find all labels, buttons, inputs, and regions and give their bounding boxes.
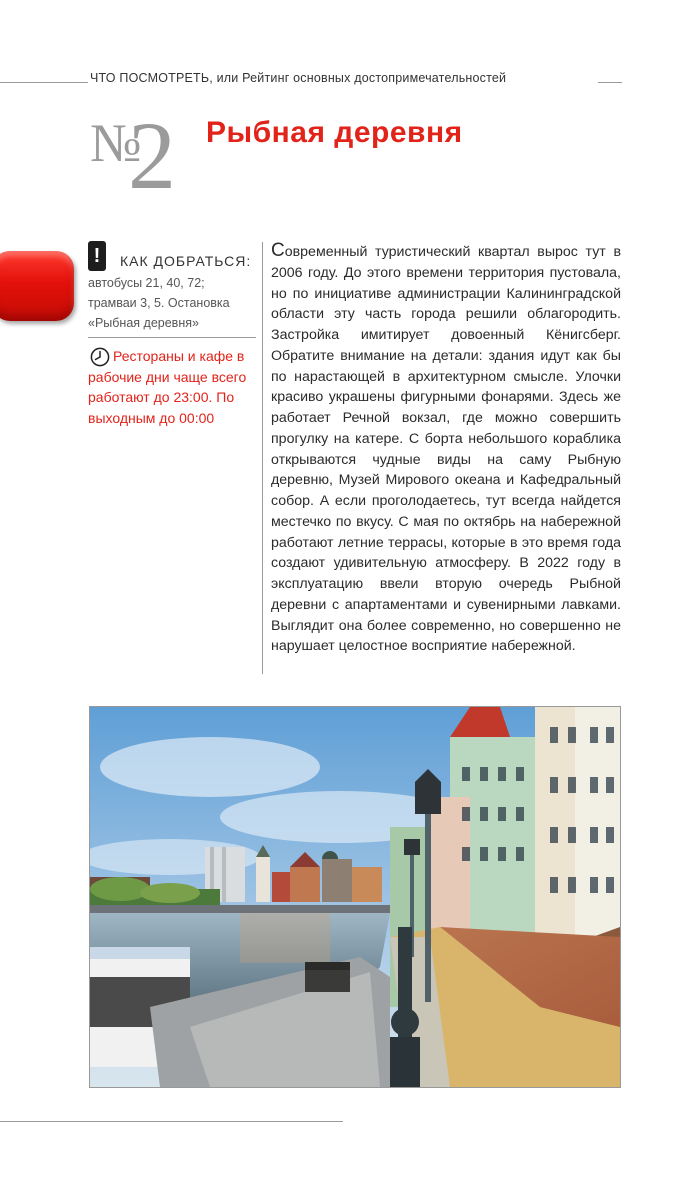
footer-rule [0, 1121, 343, 1122]
red-tab-marker [0, 251, 74, 321]
article-dropcap: С [271, 240, 285, 261]
column-divider [262, 242, 263, 674]
running-head: ЧТО ПОСМОТРЕТЬ, или Рейтинг основных достопримечательностей [90, 71, 507, 85]
opening-hours-text: Рестораны и кафе в рабочие дни чаще всего работают до 23:00. По выходным до 00:00 [88, 348, 247, 426]
how-to-get-text: автобусы 21, 40, 72; трамваи 3, 5. Остановка «Рыбная деревня» [88, 276, 230, 330]
header-rule-right [598, 82, 622, 83]
opening-hours [88, 346, 284, 428]
article-body [271, 241, 621, 657]
photo-illustration [90, 707, 620, 1087]
how-to-get-title: КАК ДОБРАТЬСЯ: [120, 253, 252, 269]
embankment-photo [89, 706, 621, 1088]
article-text: овременный туристический квартал вырос тут в 2006 году. До этого времени территория пустовала, но по инициативе администрации Калининградской области эту часть города решили облагородить. Застройка имитирует довоенный Кёнигсберг. Обратите внимание на детали: здания идут как бы по нарастающей в архитектурном смысле. Улочки красиво украшены фигурными фонарями. Здесь же работает Речной вокзал, где можно совершить прогулку на катере. С борта небольшого кораблика открываются чудные виды на саму Рыбную деревню, Музей Мирового океана и Кафедральный собор. А если проголодаетесь, тут всегда найдется местечко по вкусу. С мая по октябрь на набережной работают летние террасы, которые в это время года создают удивительную атмосферу. В 2022 году в эксплуатацию ввели вторую очередь Рыбной деревни с апартаментами и сувенирными лавками. Выглядит она более современно, но совершенно не нарушает целостное восприятие набережной. [271, 244, 621, 655]
sidebar-divider [88, 337, 256, 338]
entry-number: 2 [128, 102, 176, 209]
page-title: Рыбная деревня [206, 116, 463, 149]
exclamation-icon: ! [88, 241, 106, 271]
header-rule-left [0, 82, 88, 83]
entry-number-sign: № [90, 113, 142, 173]
